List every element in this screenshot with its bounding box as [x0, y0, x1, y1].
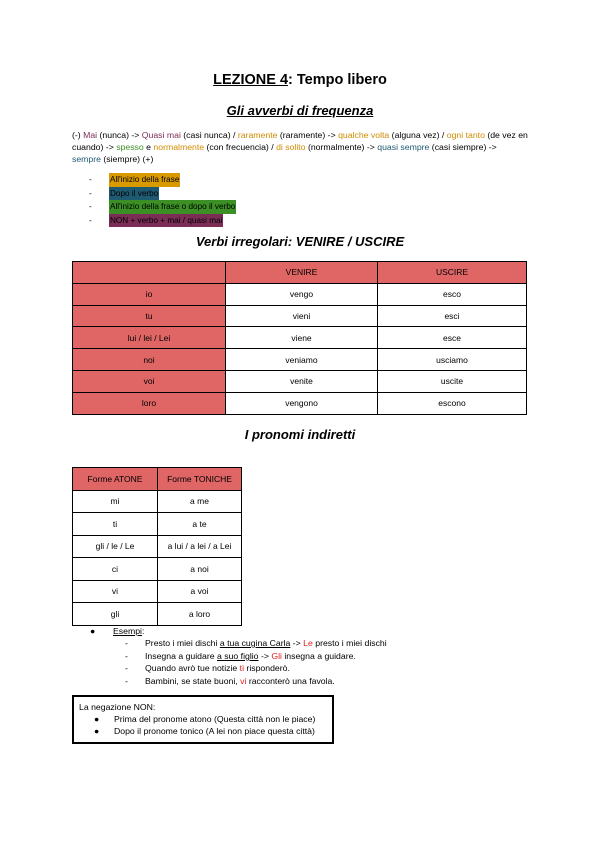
legend-item: [89, 173, 236, 187]
legend-item: [89, 187, 236, 201]
table-cell: esci: [378, 305, 527, 327]
dash-bullet: -: [125, 651, 128, 661]
example-text: insegna a guidare.: [281, 651, 356, 661]
freq-text: (-): [72, 130, 84, 140]
table-header-cell: Forme ATONE: [73, 468, 158, 491]
freq-word-di-solito: di solito: [276, 142, 306, 152]
table-cell: vengono: [226, 392, 378, 414]
freq-text: (alguna vez) /: [389, 130, 447, 140]
table-cell: viene: [226, 327, 378, 349]
example-line: [125, 675, 335, 687]
freq-text: (de vez en cuando) ->: [72, 130, 528, 152]
table-cell: esce: [378, 327, 527, 349]
table-cell: vieni: [226, 305, 378, 327]
table-cell: ti: [73, 513, 158, 536]
pronoun-cell: io: [73, 283, 226, 305]
table-header-row: [73, 262, 527, 284]
section-avverbi-text: Gli avverbi di frequenza: [226, 103, 374, 118]
example-pronoun: Gli: [271, 651, 282, 661]
table-row: [73, 392, 527, 414]
example-text: Bambini, se state buoni,: [145, 676, 241, 686]
pronoun-cell: noi: [73, 349, 226, 371]
example-line: [125, 637, 387, 649]
dash-bullet: -: [89, 188, 92, 198]
freq-text: (con frecuencia) /: [204, 142, 277, 152]
table-cell: usciamo: [378, 349, 527, 371]
table-cell: gli / le / Le: [73, 535, 158, 558]
bullet-icon: ●: [90, 626, 96, 636]
freq-word-ogni-tanto: ogni tanto: [446, 130, 485, 140]
lesson-topic: : Tempo libero: [288, 72, 387, 88]
pronoun-cell: lui / lei / Lei: [73, 327, 226, 349]
bullet-icon: ●: [94, 714, 100, 724]
example-underlined: a tua cugina Carla: [219, 638, 291, 648]
negation-bullet: [94, 713, 315, 725]
table-row: [73, 349, 527, 371]
table-row: [73, 558, 242, 581]
freq-word-normalmente: normalmente: [153, 142, 205, 152]
frequency-paragraph: [72, 129, 528, 165]
freq-text: e: [143, 142, 154, 152]
legend-label: All'inizio della frase o dopo il verbo: [109, 200, 236, 214]
freq-word-quasi-mai: Quasi mai: [141, 130, 181, 140]
freq-text: (normalmente) ->: [305, 142, 378, 152]
freq-text: (nunca) ->: [97, 130, 142, 140]
table-row: [73, 535, 242, 558]
page-title: [0, 72, 600, 88]
dash-bullet: -: [89, 202, 92, 211]
pronoun-cell: voi: [73, 370, 226, 392]
lesson-number: LEZIONE 4: [213, 72, 289, 88]
example-text: Quando avrò tue notizie: [145, 663, 240, 673]
negation-title: La negazione NON:: [79, 702, 156, 712]
table-header-cell: USCIRE: [378, 262, 527, 284]
table-row: [73, 513, 242, 536]
table-cell: esco: [378, 283, 527, 305]
freq-word-mai: Mai: [83, 130, 98, 140]
example-line: [125, 662, 290, 674]
table-cell: vengo: [226, 283, 378, 305]
negation-text: Prima del pronome atono (Questa città non le piace): [114, 714, 316, 724]
dash-bullet: -: [125, 663, 128, 673]
legend-label: All'inizio della frase: [109, 173, 180, 187]
freq-word-sempre: sempre: [72, 154, 101, 164]
table-cell: gli: [73, 603, 158, 626]
freq-word-raramente: raramente: [237, 130, 278, 140]
dash-bullet: -: [89, 215, 92, 225]
freq-word-spesso: spesso: [116, 142, 144, 152]
pronoun-cell: tu: [73, 305, 226, 327]
negation-bullet: [94, 725, 315, 737]
table-row: [73, 370, 527, 392]
table-cell: uscite: [378, 370, 527, 392]
table-row: [73, 327, 527, 349]
dash-bullet: -: [125, 676, 128, 686]
section-avverbi-heading: [0, 103, 600, 118]
pronouns-table: [72, 467, 242, 626]
section-verbi-heading: Verbi irregolari: VENIRE / USCIRE: [195, 234, 405, 249]
esempi-section: [90, 625, 144, 637]
esempi-label: Esempi: [113, 626, 142, 636]
position-legend: [89, 173, 236, 227]
legend-item: [89, 200, 236, 214]
table-header-cell: VENIRE: [226, 262, 378, 284]
section-pronomi-heading: I pronomi indiretti: [244, 427, 356, 442]
example-text: presto i miei dischi: [312, 638, 387, 648]
dash-bullet: -: [89, 175, 92, 184]
table-cell: veniamo: [226, 349, 378, 371]
table-row: [73, 490, 242, 513]
table-cell: a voi: [158, 580, 242, 603]
freq-word-qualche-volta: qualche volta: [338, 130, 390, 140]
negation-text: Dopo il pronome tonico (A lei non piace questa città): [114, 726, 315, 736]
table-header-cell: [73, 262, 226, 284]
example-text: racconterò una favola.: [246, 676, 335, 686]
table-cell: vi: [73, 580, 158, 603]
dash-bullet: -: [125, 638, 128, 648]
example-text: risponderò.: [244, 663, 290, 673]
table-cell: a noi: [158, 558, 242, 581]
freq-word-quasi-sempre: quasi sempre: [377, 142, 430, 152]
table-cell: a lui / a lei / a Lei: [158, 535, 242, 558]
table-row: [73, 305, 527, 327]
verbs-table: [72, 261, 527, 415]
example-pronoun: Le: [303, 638, 313, 648]
example-pronoun: vi: [240, 676, 247, 686]
example-pronoun: ti: [239, 663, 245, 673]
example-text: ->: [258, 651, 272, 661]
table-row: [73, 283, 527, 305]
legend-label: NON + verbo + mai / quasi mai: [109, 214, 223, 228]
bullet-icon: ●: [94, 726, 100, 736]
table-cell: a loro: [158, 603, 242, 626]
table-header-row: [73, 468, 242, 491]
example-underlined: a suo figlio: [216, 651, 259, 661]
table-cell: mi: [73, 490, 158, 513]
legend-item: [89, 214, 236, 228]
example-text: Insegna a guidare: [145, 651, 217, 661]
freq-text: (raramente) ->: [277, 130, 339, 140]
legend-label: Dopo il verbo: [109, 187, 159, 201]
example-text: Presto i miei dischi: [145, 638, 220, 648]
example-line: [125, 650, 356, 662]
table-cell: ci: [73, 558, 158, 581]
example-text: ->: [290, 638, 304, 648]
table-cell: a me: [158, 490, 242, 513]
table-cell: escono: [378, 392, 527, 414]
table-header-cell: Forme TONICHE: [158, 468, 242, 491]
freq-text: (casi siempre) ->: [429, 142, 497, 152]
freq-text: (siempre) (+): [100, 154, 154, 164]
table-cell: a te: [158, 513, 242, 536]
table-row: [73, 580, 242, 603]
pronoun-cell: loro: [73, 392, 226, 414]
freq-text: (casi nunca) /: [180, 130, 238, 140]
table-cell: venite: [226, 370, 378, 392]
esempi-colon: :: [141, 626, 145, 636]
negation-box: [72, 695, 334, 744]
table-row: [73, 603, 242, 626]
